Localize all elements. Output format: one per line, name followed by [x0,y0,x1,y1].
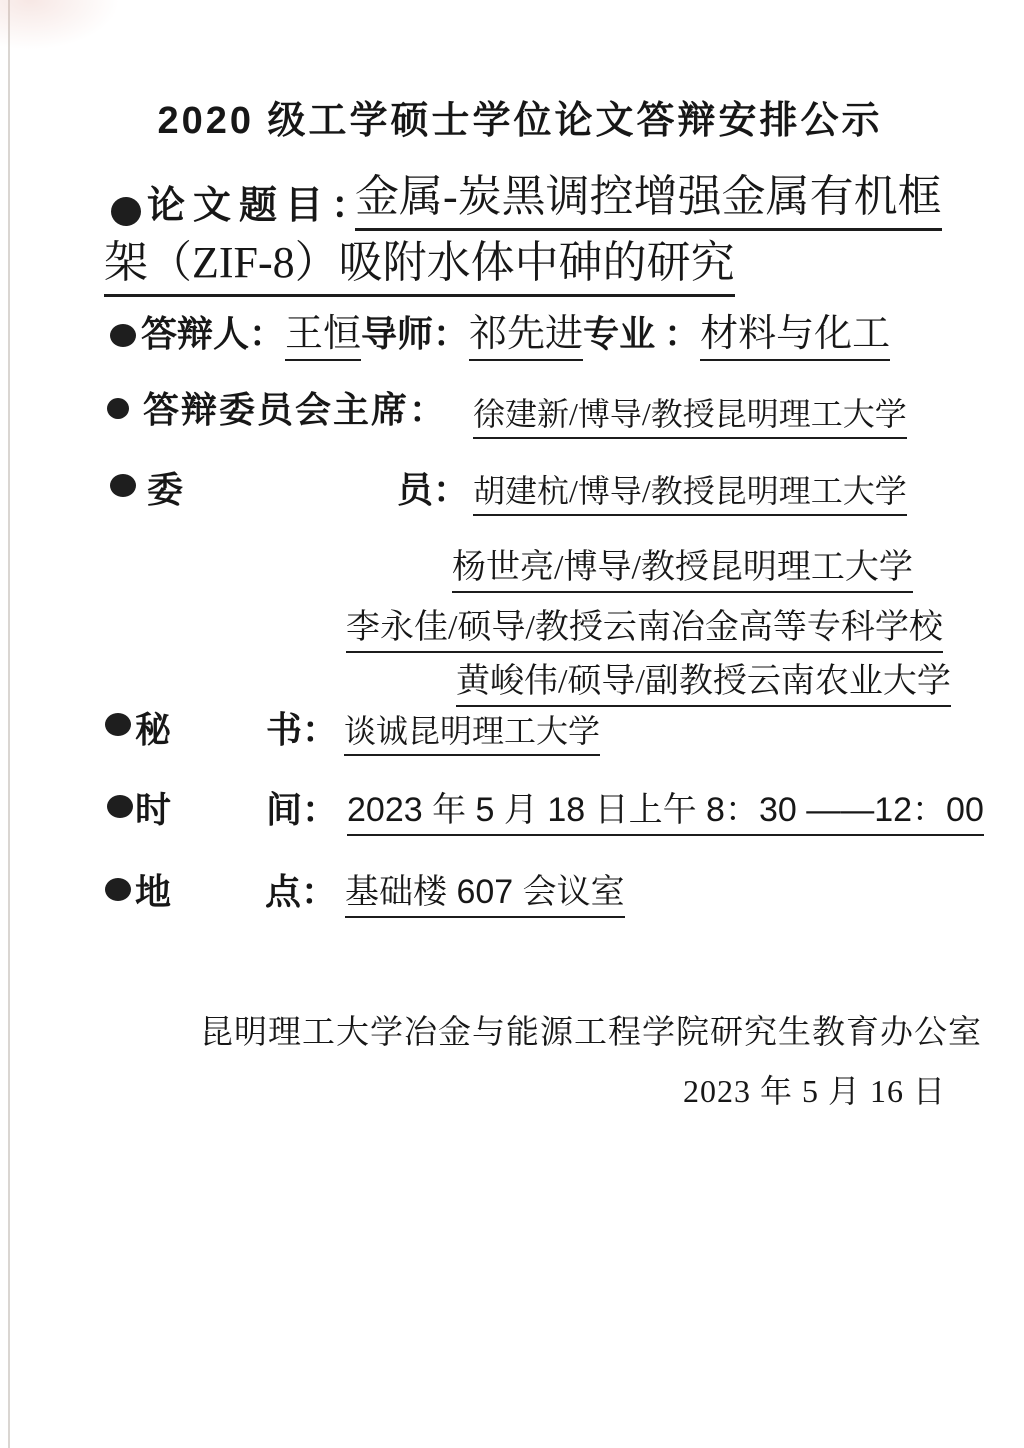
footer-date: 2023 年 5 月 16 日 [683,1073,947,1109]
defender-label: 答辩人： [141,314,286,354]
bullet-icon [111,197,141,226]
bullet-icon [107,795,133,818]
committee-chair-value: 徐建新/博导/教授昆明理工大学 [473,396,907,439]
committee-member: 杨世亮/博导/教授昆明理工大学 [452,548,913,593]
footer-office: 昆明理工大学冶金与能源工程学院研究生教育办公室 [200,1015,982,1051]
thesis-title-label: 论文题目： [147,185,378,227]
supervisor-label: 导师： [361,314,470,354]
committee-label-first: 委 [147,470,184,510]
time-label-first: 时 [135,790,172,830]
bullet-icon [105,878,131,901]
defender-row [141,313,890,357]
bullet-icon [105,713,131,736]
bullet-icon [107,398,129,419]
supervisor-name: 祁先进 [469,313,583,361]
committee-label-second: 员： [397,470,470,510]
defender-name: 王恒 [285,313,361,361]
major-label: 专业 ： [583,314,701,354]
secretary-label-second: 书： [266,710,339,750]
bullet-icon [110,324,136,347]
time-label-second: 间： [266,790,339,830]
page-title: 2020 级工学硕士学位论文答辩安排公示 [157,100,883,142]
committee-chair-label: 答辩委员会主席： [143,390,448,430]
thesis-title-line1: 金属-炭黑调控增强金属有机框 [355,172,942,231]
venue-value: 基础楼 607 会议室 [345,873,625,918]
bullet-icon [110,474,136,497]
secretary-value: 谈诚昆明理工大学 [344,713,600,756]
committee-member: 胡建杭/博导/教授昆明理工大学 [473,473,907,516]
committee-member: 黄峻伟/硕导/副教授云南农业大学 [456,662,951,707]
thesis-title-line2: 架（ZIF-8）吸附水体中砷的研究 [104,238,735,297]
scan-edge-artifact [8,0,10,1448]
scan-smudge-artifact [0,0,120,50]
major-value: 材料与化工 [700,313,890,361]
venue-label-second: 点： [265,872,338,912]
committee-member: 李永佳/硕导/教授云南冶金高等专科学校 [346,608,943,653]
time-value: 2023 年 5 月 18 日上午 8：30 ——12：00 [347,791,984,836]
venue-label-first: 地 [135,872,172,912]
secretary-label-first: 秘 [135,710,172,750]
